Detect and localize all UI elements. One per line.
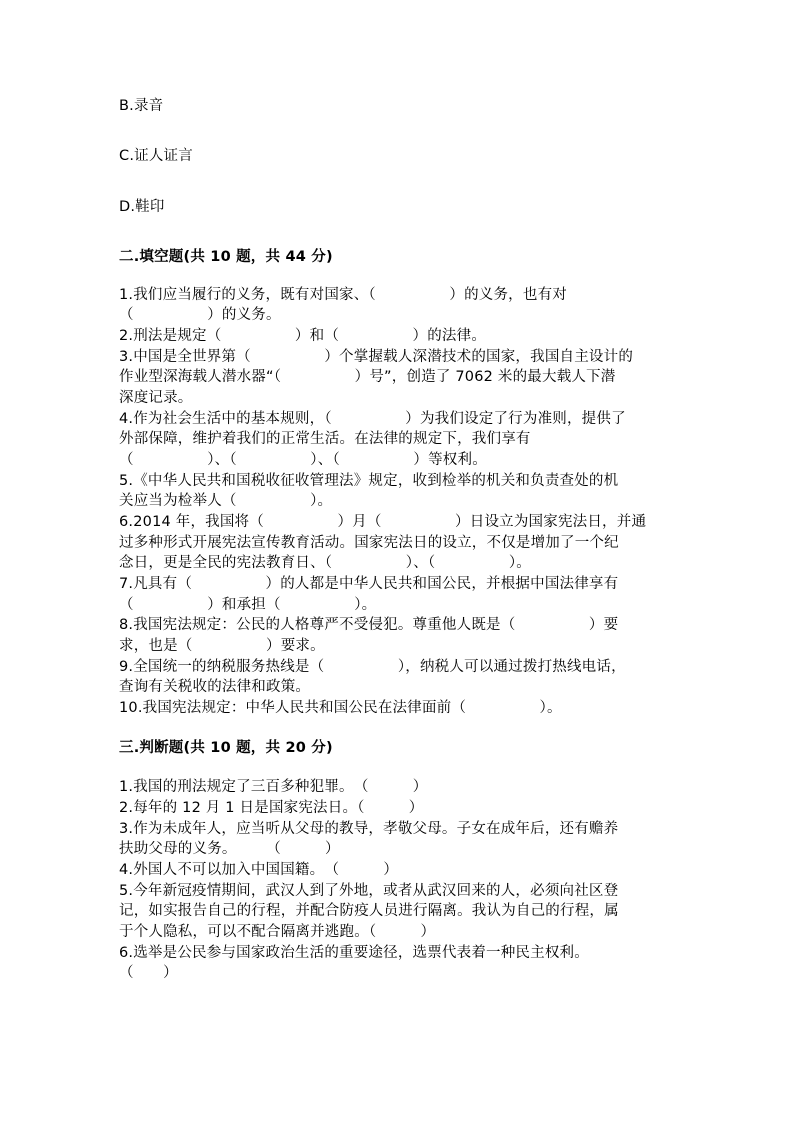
fill-blank-line: 过多种形式开展宪法宣传教育活动。国家宪法日的设立，不仅是增加了一个纪 [119,535,619,551]
fill-blank-line: 查询有关税收的法律和政策。 [119,679,311,695]
section-true-false-title: 三.判断题(共 10 题，共 20 分) [119,740,333,756]
true-false-line: 于个人隐私，可以不配合隔离并逃跑。（ ） [119,924,436,940]
fill-blank-line: 作业型深海载人潜水器“（ ）号”，创造了 7062 米的最大载人下潜 [119,369,616,385]
fill-blank-line: 8.我国宪法规定：公民的人格尊严不受侵犯。尊重他人既是（ ）要 [119,617,619,633]
option-b: B.录音 [119,98,164,114]
fill-blank-line: 求，也是（ ）要求。 [119,638,325,654]
true-false-line: 1.我国的刑法规定了三百多种犯罪。 （ ） [119,779,428,795]
fill-blank-line: 关应当为检举人（ ）。 [119,493,333,509]
option-d: D.鞋印 [119,199,165,215]
option-c: C.证人证言 [119,148,193,164]
fill-blank-line: （ ）的义务。 [119,307,281,323]
fill-blank-line: 深度记录。 [119,390,193,406]
fill-blank-line: 4.作为社会生活中的基本规则，（ ）为我们设定了行为准则，提供了 [119,411,626,427]
fill-blank-line: （ ）和承担（ ）。 [119,597,377,613]
true-false-line: 记，如实报告自己的行程，并配合防疫人员进行隔离。我认为自己的行程，属 [119,903,619,919]
true-false-line: 扶助父母的义务。 （ ） [119,841,340,857]
fill-blank-line: 念日，更是全民的宪法教育日、（ ）、（ ）。 [119,555,531,571]
true-false-line: 5.今年新冠疫情期间，武汉人到了外地，或者从武汉回来的人，必须向社区登 [119,883,619,899]
fill-blank-line: 2.刑法是规定（ ）和（ ）的法律。 [119,328,487,344]
fill-blank-line: 6.2014 年，我国将（ ）月（ ）日设立为国家宪法日，并通 [119,514,647,530]
section-fill-blank-title: 二.填空题(共 10 题，共 44 分) [119,249,333,265]
true-false-line: （ ） [119,965,178,981]
fill-blank-line: 9.全国统一的纳税服务热线是（ ），纳税人可以通过拨打热线电话， [119,659,626,675]
fill-blank-line: 外部保障，维护着我们的正常生活。在法律的规定下，我们享有 [119,431,531,447]
fill-blank-line: 1.我们应当履行的义务，既有对国家、（ ）的义务，也有对 [119,287,567,303]
fill-blank-line: 7.凡具有（ ）的人都是中华人民共和国公民，并根据中国法律享有 [119,576,619,592]
true-false-line: 6.选举是公民参与国家政治生活的重要途径，选票代表着一种民主权利。 [119,945,589,961]
fill-blank-line: 10.我国宪法规定：中华人民共和国公民在法律面前（ ）。 [119,700,562,716]
true-false-line: 3.作为未成年人，应当听从父母的教导，孝敬父母。子女在成年后，还有赡养 [119,821,619,837]
fill-blank-line: 3.中国是全世界第（ ）个掌握载人深潜技术的国家，我国自主设计的 [119,349,634,365]
fill-blank-line: （ ）、（ ）、（ ）等权利。 [119,452,487,468]
fill-blank-line: 5.《中华人民共和国税收征收管理法》规定，收到检举的机关和负责查处的机 [119,473,619,489]
true-false-line: 2.每年的 12 月 1 日是国家宪法日。（ ） [119,800,424,816]
true-false-line: 4.外国人不可以加入中国国籍。 （ ） [119,862,399,878]
